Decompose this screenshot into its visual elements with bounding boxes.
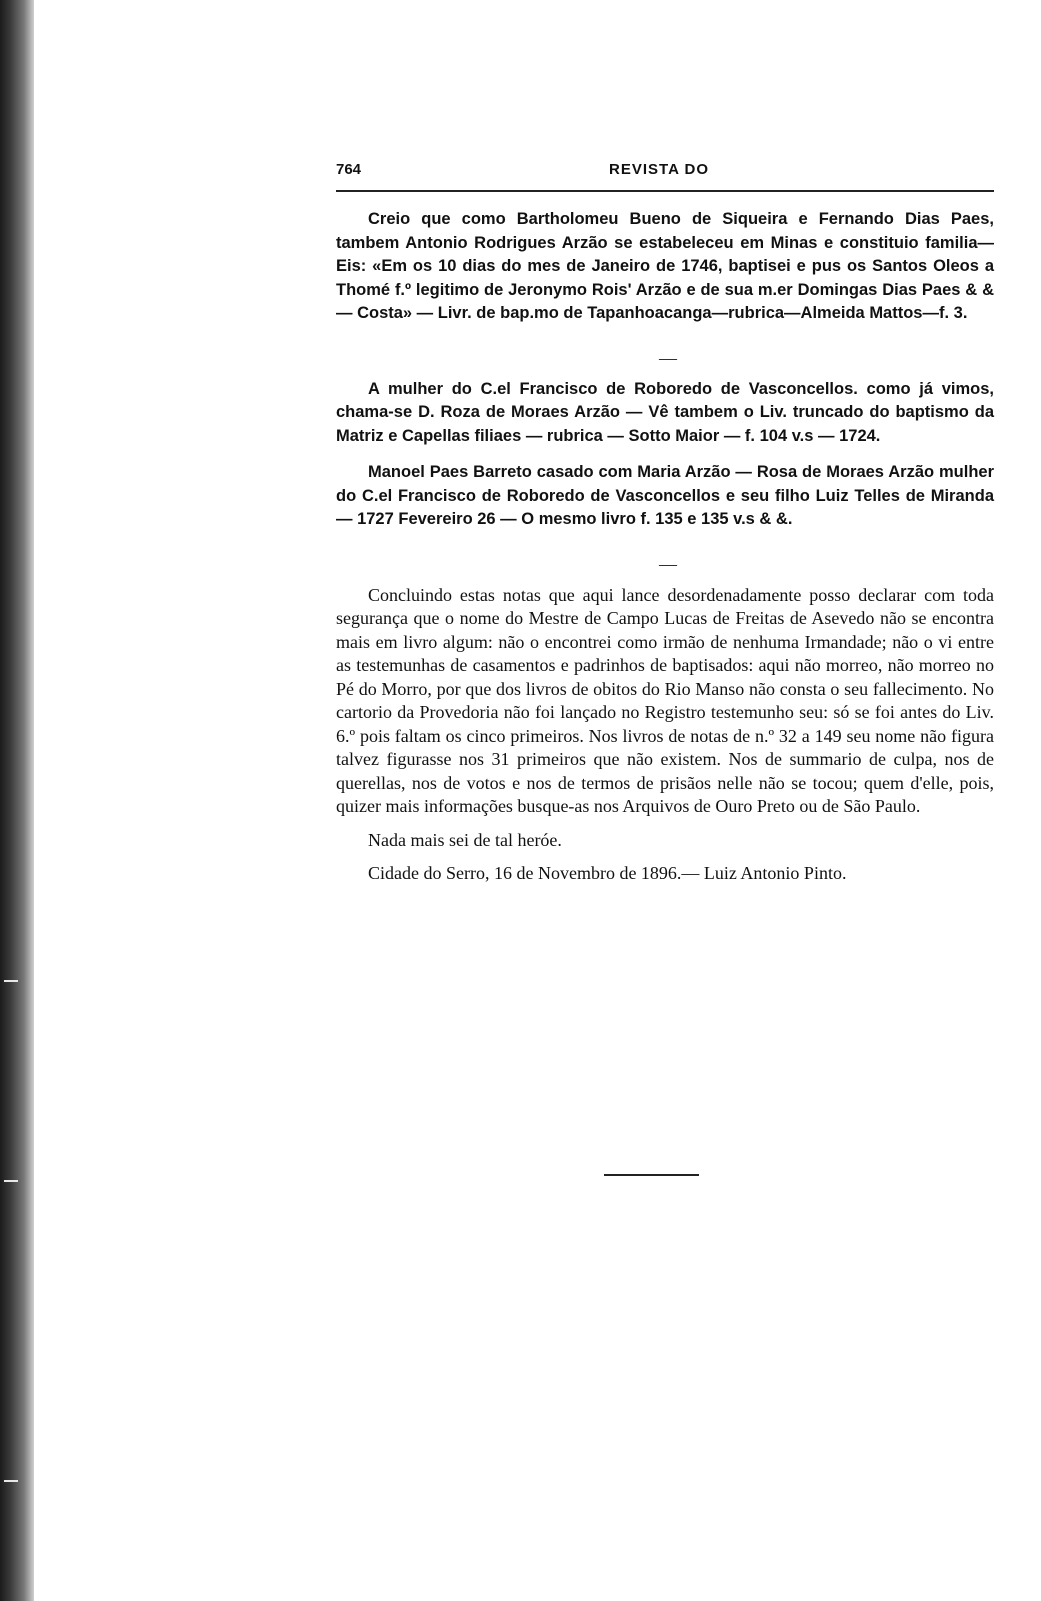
paragraph-conclusion: Concluindo estas notas que aqui lance desordenadamente posso declarar com toda segurança que o nome do Mestre de Campo Lucas de Freitas de Asevedo não se encontra mais em livro algum: não o encontrei como irmão de nenhuma Irmandade; não o vi entre as testemunhas de casamentos e padrinhos de baptisados: aqui não morreo, não morreo no Pé do Morro, por que dos livros de obitos do Rio Manso não consta o seu fallecimento. No cartorio da Provedoria não foi lançado no Registro testemunho seu: só se foi antes do Liv. 6.º pois faltam os cinco primeiros. Nos livros de notas de n.º 32 a 149 seu nome não figura talvez figurasse nos 31 primeiros que não existem. Nos de summario de culpa, nos de querellas, nos de votos e nos de termos de prisãos nelle não se tocou; quem d'elle, pois, quizer mais informações busque-as nos Arquivos de Ouro Preto ou de São Paulo. xyxy=(336,584,994,816)
document-body xyxy=(336,208,994,886)
running-title: REVISTA DO xyxy=(609,161,710,178)
spine-mark xyxy=(4,1480,18,1482)
page-header xyxy=(336,161,1026,185)
section-separator: — xyxy=(659,553,677,574)
paragraph-roza-de-moraes: A mulher do C.el Francisco de Roboredo de Vasconcellos. como já vimos, chama-se D. Roza de Moraes Arzão — Vê tambem o Liv. truncado do baptismo da Matriz e Capellas filiaes — rubrica — Sotto Maior — f. 104 v.s — 1724. xyxy=(336,379,994,445)
paragraph-manoel-paes-barreto: Manoel Paes Barreto casado com Maria Arzão — Rosa de Moraes Arzão mulher do C.el Francisco de Roboredo de Vasconcellos e seu filho Luiz Telles de Miranda — 1727 Fevereiro 26 — O mesmo livro f. 135 e 135 v.s & &. xyxy=(336,463,994,528)
book-spine-edge xyxy=(0,0,34,1601)
paragraph-arzao-baptism: Creio que como Bartholomeu Bueno de Siqueira e Fernando Dias Paes, tambem Antonio Rodrigues Arzão se estabeleceu em Minas e constituio familia—Eis: «Em os 10 dias do mes de Janeiro de 1746, baptisei e pus os Santos Oleos a Thomé f.º legitimo de Jeronymo Rois' Arzão e de sua m.er Domingas Dias Paes & & — Costa» — Livr. de bap.mo de Tapanhoacanga—rubrica—Almeida Mattos—f. 3. xyxy=(336,210,994,322)
paragraph-final-remark: Nada mais sei de tal heróe. xyxy=(368,829,562,850)
section-separator: — xyxy=(659,347,677,368)
spine-mark xyxy=(4,980,18,982)
header-rule xyxy=(336,190,994,192)
signature-line: Cidade do Serro, 16 de Novembro de 1896.— Luiz Antonio Pinto. xyxy=(368,863,847,883)
spine-mark xyxy=(4,1180,18,1182)
page-number: 764 xyxy=(336,161,362,178)
closing-rule xyxy=(604,1174,699,1176)
